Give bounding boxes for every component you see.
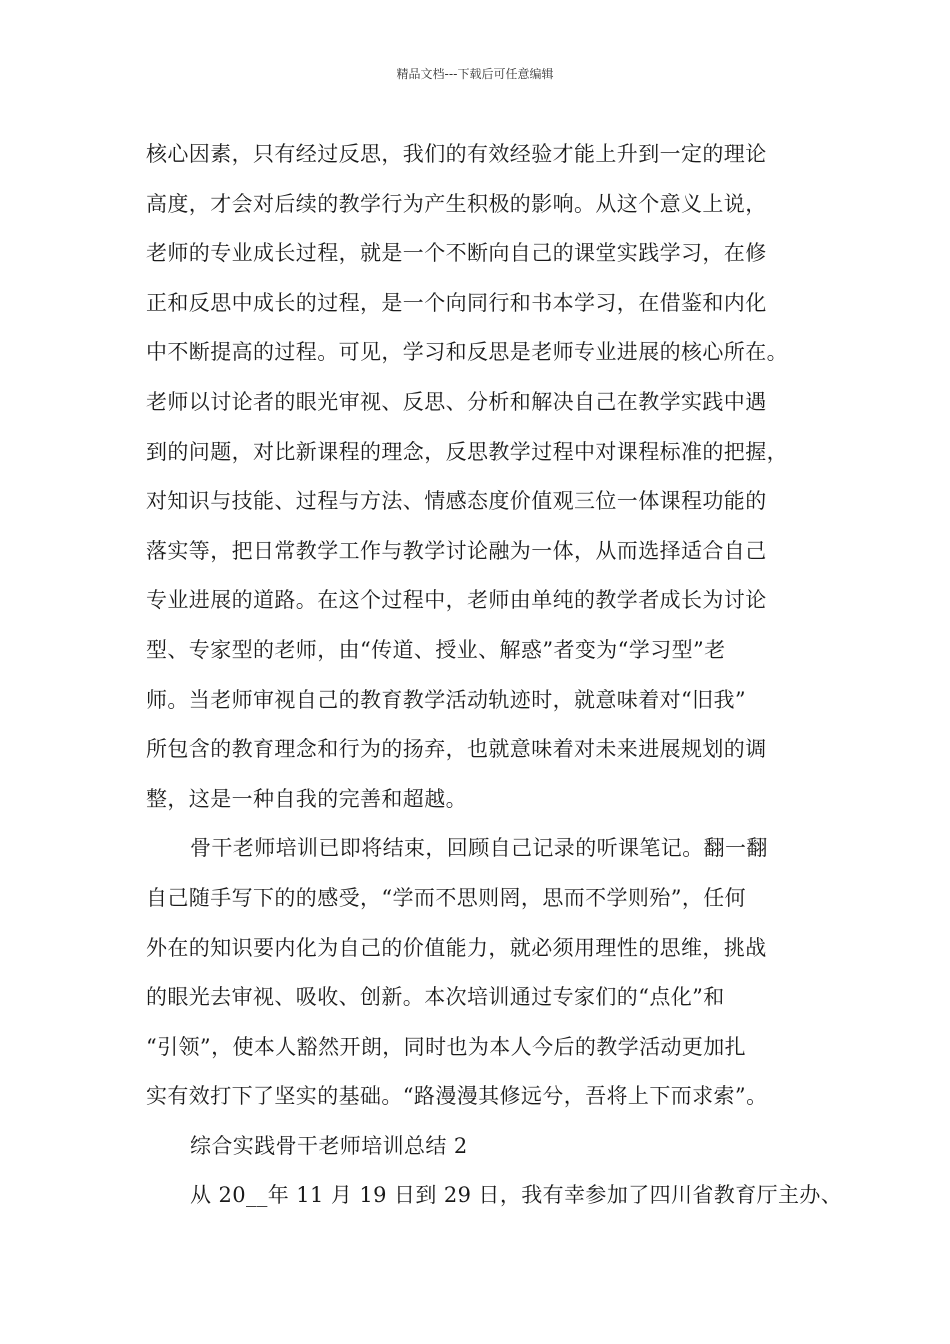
page-header: 精品文档---下载后可任意编辑 — [396, 67, 554, 81]
text-line: 到的问题，对比新课程的理念，反思教学过程中对课程标准的把握， — [146, 439, 788, 464]
text-line: 师。当老师审视自己的教育教学活动轨迹时，就意味着对“旧我” — [146, 687, 747, 712]
text-line: 所包含的教育理念和行为的扬弃，也就意味着对未来进展规划的调 — [146, 737, 767, 762]
text-line: 实有效打下了坚实的基础。“路漫漫其修远兮，吾将上下而求索”。 — [146, 1084, 768, 1109]
text-line: 对知识与技能、过程与方法、情感态度价值观三位一体课程功能的 — [146, 489, 767, 514]
paragraph-start-line: 从 20__年 11 月 19 日到 29 日，我有幸参加了四川省教育厅主办、 — [190, 1183, 843, 1208]
text-line: 正和反思中成长的过程，是一个向同行和书本学习，在借鉴和内化 — [146, 290, 767, 315]
text-line: 老师的专业成长过程，就是一个不断向自己的课堂实践学习，在修 — [146, 241, 767, 266]
text-line: 型、专家型的老师，由“传道、授业、解惑”者变为“学习型”老 — [146, 637, 726, 662]
text-line: 的眼光去审视、吸收、创新。本次培训通过专家们的“点化”和 — [146, 985, 725, 1010]
text-line: 落实等，把日常教学工作与教学讨论融为一体，从而选择适合自己 — [146, 538, 767, 563]
text-line: 中不断提高的过程。可见，学习和反思是老师专业进展的核心所在。 — [146, 340, 788, 365]
section-heading: 综合实践骨干老师培训总结 2 — [190, 1133, 468, 1158]
text-line: 专业进展的道路。在这个过程中，老师由单纯的教学者成长为讨论 — [146, 588, 767, 613]
text-line: 自己随手写下的的感受，“学而不思则罔，思而不学则殆”，任何 — [146, 885, 747, 910]
text-line: “引领”，使本人豁然开朗，同时也为本人今后的教学活动更加扎 — [146, 1034, 747, 1059]
document-body — [146, 130, 843, 1221]
paragraph-start-line: 骨干老师培训已即将结束，回顾自己记录的听课笔记。翻一翻 — [190, 836, 768, 861]
text-line: 核心因素，只有经过反思，我们的有效经验才能上升到一定的理论 — [146, 142, 767, 166]
text-line: 外在的知识要内化为自己的价值能力，就必须用理性的思维，挑战 — [146, 935, 767, 960]
text-line: 整，这是一种自我的完善和超越。 — [146, 786, 467, 811]
text-line: 高度，才会对后续的教学行为产生积极的影响。从这个意义上说， — [146, 191, 767, 216]
text-line: 老师以讨论者的眼光审视、反思、分析和解决自己在教学实践中遇 — [146, 389, 767, 414]
